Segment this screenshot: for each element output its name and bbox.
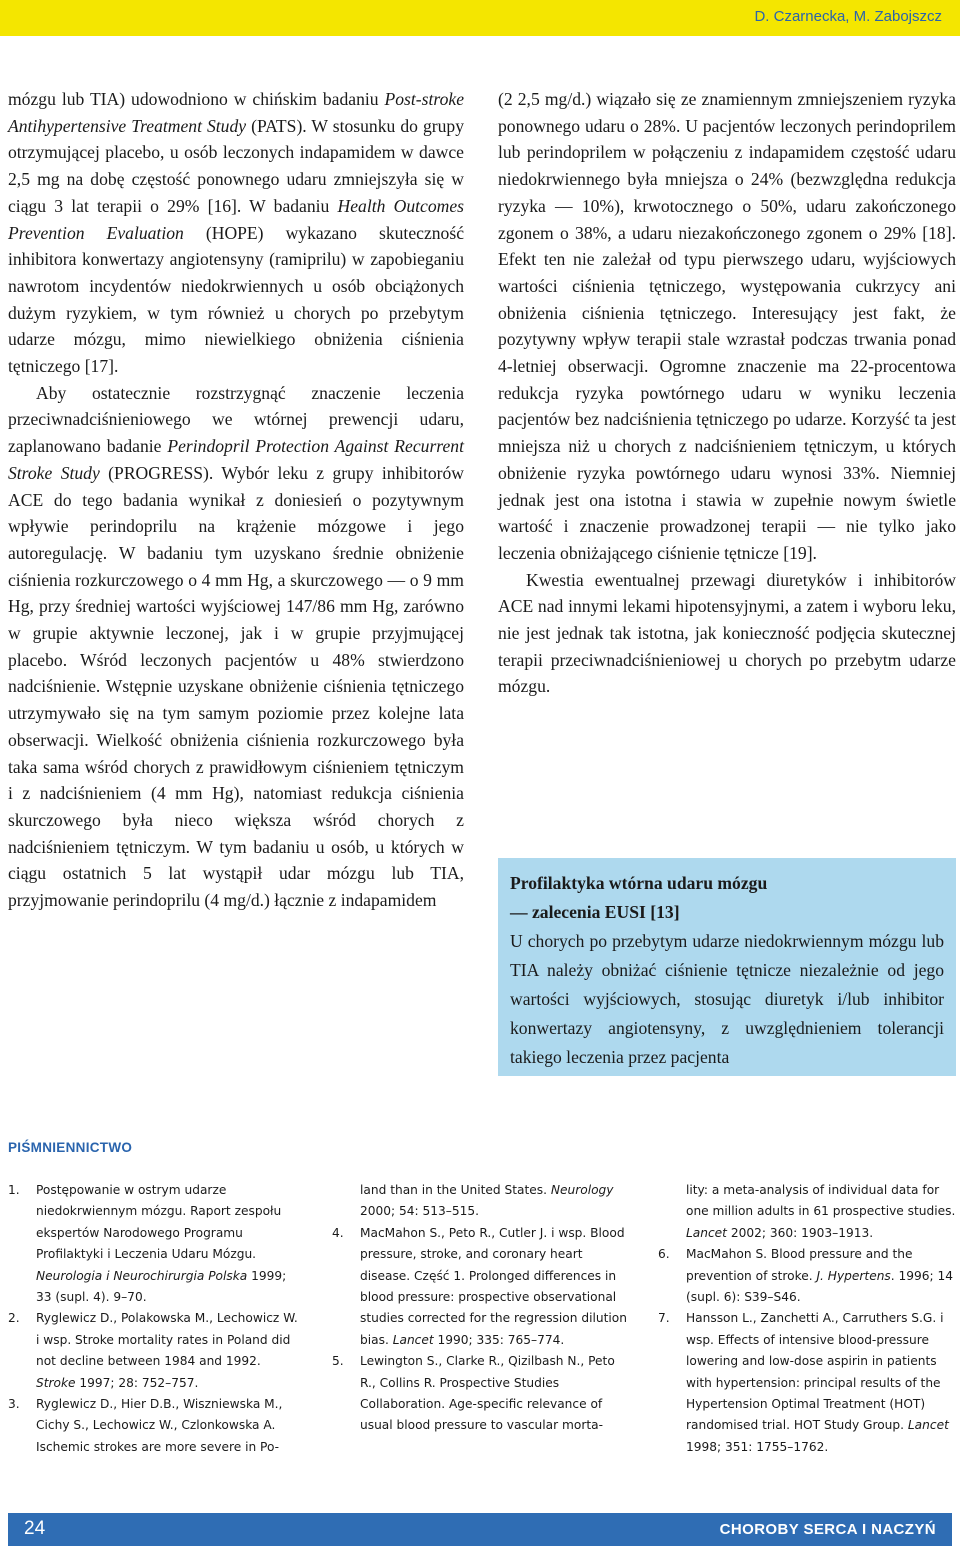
text-run: MacMahon S. Blood pressure and the prevention of stroke. (686, 1247, 913, 1283)
recommendation-box (498, 858, 956, 1076)
italic-text: Health Outcomes Prevention Evaluation (8, 195, 464, 243)
text-run: MacMahon S., Peto R., Cutler J. i wsp. Blood pressure, stroke, and coronary heart disease. Część 1. Prolonged differences in blood pressure: prospective observational studies corrected for the regression dilution bias. (360, 1225, 627, 1347)
text-run: 1999; 33 (supl. 4). 9–70. (36, 1268, 287, 1305)
text-run: Hansson L., Zanchetti A., Carruthers S.G. i wsp. Effects of intensive blood-pressure lowering and low-dose aspirin in patients with hypertension: principal results of the Hypertension Optimal Treatment (HOT) randomised trial. HOT Study Group. (686, 1311, 944, 1433)
body-paragraph: Kwestia ewentualnej przewagi diuretyków i inhibitorów ACE nad innymi lekami hipotensyjnymi, a zatem i wyboru leku, nie jest jednak tak istotna, jak konieczność podjęcia skutecznej terapii przeciwnadciśnieniowej u chorych po przebytm udarze mózgu. (498, 569, 956, 697)
right-column (498, 86, 956, 700)
text-run: (PROGRESS). Wybór leku z grupy inhibitorów ACE do tego badania wynikał z doniesień o pozytywnym wpływie perindoprilu na krążenie mózgowe i jego autoregulację. W badaniu tym uzyskano średnie obniżenie ciśnienia rozkurczowego o 4 mm Hg, a skurczowego — o 9 mm Hg, przy średniej wartości wyjściowej 147/86 mm Hg, zarówno w grupie aktywnie leczonej, jak i w grupie przyjmującej placebo. Wśród leczonych pacjentów u 48% stwierdzono nadciśnienie. Wstępnie uzyskane obniżenie ciśnienia tętniczego utrzymywało się na tym samym poziomie przez kolejne lata obserwacji. Wielkość obniżenia ciśnienia rozkurczowego była taka sama wśród chorych z prawidłowym ciśnieniem tętniczym i z nadciśnieniem (4 mm Hg), natomiast redukcja ciśnienia skurczowego była nieco większa wśród chorych z nadciśnieniem tętniczym. W tym badaniu u osób, u których w ciągu ostatnich 5 lat wystąpił udar mózgu lub TIA, przyjmowanie perindoprilu (4 mg/d.) łącznie z indapamidem (8, 462, 464, 911)
references-list (658, 1244, 956, 1458)
text-run: 1990; 335: 765–774. (433, 1332, 565, 1347)
left-column (8, 86, 464, 914)
reference-item (658, 1308, 956, 1458)
text-run: 2000; 54: 513–515. (360, 1204, 479, 1219)
references-column-3 (658, 1180, 956, 1458)
reference-number: 7. (658, 1311, 670, 1326)
body-paragraph (8, 86, 464, 380)
references-column-2 (332, 1180, 630, 1437)
italic-text: Neurology (550, 1183, 614, 1197)
header-bar (0, 0, 960, 36)
italic-text: Stroke (36, 1375, 76, 1390)
references-column-1 (8, 1180, 304, 1458)
text-run: Ryglewicz D., Polakowska M., Lechowicz W. i wsp. Stroke mortality rates in Poland did not decline between 1984 and 1992. (36, 1311, 298, 1369)
running-head-authors: D. Czarnecka, M. Zabojszcz (754, 8, 942, 25)
body-paragraph (8, 380, 464, 914)
italic-text: J. Hypertens (816, 1268, 891, 1283)
reference-continuation (332, 1180, 630, 1223)
footer-bar (8, 1513, 952, 1546)
italic-text: Neurologia i Neurochirurgia Polska (36, 1268, 248, 1283)
reference-item (658, 1244, 956, 1308)
text-run: . 1996; 14 (supl. 6): S39–S46. (686, 1268, 954, 1305)
reference-number: 6. (658, 1247, 670, 1262)
body-paragraph: (2 2,5 mg/d.) wiązało się ze znamiennym zmniejszeniem ryzyka ponownego udaru o 28%. U pacjentów leczonych perindoprilem lub perindoprilem w połączeniu z indapamidem częstość udaru niedokrwiennego była mniejsza o 24% (bezwzględna redukcja ryzyka — 10%), krwotocznego o 50%, udaru zakończonego zgonem o 38%, a udaru niezakończonego zgonem o 29% [18]. Efekt ten nie zależał od typu pierwszego udaru, wyjściowych wartości ciśnienia tętniczego, występowania cukrzycy ani obniżenia ciśnienia tętniczego. Interesujący jest fakt, że pozytywny wpływ terapii stale wzrastał podczas trwania ponad 4-letniej obserwacji. Ogromne znaczenie ma 22-procentowa redukcja ryzyka powtórnego udaru w wyniku leczenia pacjentów bez nadciśnienia tętniczego po udarze. Korzyść ta jest mniejsza niż u chorych z nadciśnieniem tętniczym, u których obniżenie ryzyka powtórnego udaru wynosi 33%. Niemniej jednak jest ona istotna i stawia w zupełnie nowym świetle wartość i znaczenie prowadzonej terapii — nie tylko jako leczenia obniżającego ciśnienie tętnicze [19]. (498, 89, 956, 563)
text-run: 1997; 28: 752–757. (75, 1375, 199, 1390)
reference-item (8, 1394, 304, 1458)
reference-item (332, 1351, 630, 1437)
references-heading: PIŚMNIENNICTWO (8, 1140, 133, 1155)
italic-text: Lancet (392, 1332, 434, 1347)
reference-item (332, 1223, 630, 1351)
text-run: mózgu lub TIA) udowodniono w chińskim badaniu (8, 89, 385, 109)
reference-number: 2. (8, 1311, 20, 1326)
recommendation-text: U chorych po przebytym udarze niedokrwiennym mózgu lub TIA należy obniżać ciśnienie tętnicze niezależnie od jego wartości wyjściowych, stosując diuretyk i/lub inhibitor konwertazy angiotensyny, z uwzględnieniem tolerancji takiego leczenia przez pacjenta (510, 931, 944, 1067)
text-run: Postępowanie w ostrym udarze niedokrwiennym mózgu. Raport zespołu ekspertów Narodowego Programu Profilaktyki i Leczenia Udaru Mózgu. (36, 1183, 282, 1262)
text-run: Aby ostatecznie rozstrzygnąć znaczenie leczenia przeciwnadciśnieniowego we wtórnej prewencji udaru, zaplanowano badanie (8, 382, 464, 457)
reference-item (8, 1308, 304, 1394)
reference-item (8, 1180, 304, 1308)
italic-text: Post-stroke Antihypertensive Treatment Study (8, 89, 464, 136)
text-run: lity: a meta-analysis of individual data for one million adults in 61 prospective studies. (686, 1183, 956, 1219)
text-run: 2002; 360: 1903–1913. (726, 1225, 874, 1240)
reference-number: 5. (332, 1354, 344, 1369)
text-run: (HOPE) wykazano skuteczność inhibitora konwertazy angiotensyny (ramiprilu) w zapobieganiu nawrotom incydentów niedokrwiennych u osób obciążonych dużym ryzykiem, w tym również u chorych po przebytym udarze mózgu, mimo niewielkiego obniżenia ciśnienia tętniczego [17]. (8, 222, 464, 377)
reference-number: 3. (8, 1397, 20, 1412)
text-run: (PATS). W stosunku do grupy otrzymującej placebo, u osób leczonych indapamidem w dawce 2,5 mg na dobę częstość ponownego udaru zmniejszyła się w ciągu 3 lat terapii o 29% [16]. W badaniu (8, 115, 465, 216)
text-run: Ryglewicz D., Hier D.B., Wiszniewska M., Cichy S., Lechowicz W., Czlonkowska A. Ischemic strokes are more severe in Po- (36, 1397, 283, 1454)
recommendation-subtitle: — zalecenia EUSI [13] (510, 902, 680, 922)
text-run: Lewington S., Clarke R., Qizilbash N., Peto R., Collins R. Prospective Studies Collaboration. Age-specific relevance of usual blood pressure to vascular morta- (360, 1354, 615, 1433)
reference-continuation (658, 1180, 956, 1244)
recommendation-title: Profilaktyka wtórna udaru mózgu (510, 873, 768, 893)
reference-number: 1. (8, 1183, 20, 1197)
italic-text: Lancet (907, 1418, 949, 1433)
italic-text: Lancet (686, 1225, 727, 1240)
italic-text: Perindopril Protection Against Recurrent Stroke Study (8, 436, 464, 483)
text-run: land than in the United States. (360, 1183, 551, 1197)
journal-name: CHOROBY SERCA I NACZYŃ (719, 1521, 936, 1538)
references-list (332, 1223, 630, 1437)
text-run: 1998; 351: 1755–1762. (686, 1439, 829, 1454)
reference-number: 4. (332, 1225, 344, 1240)
page-number: 24 (24, 1518, 46, 1539)
